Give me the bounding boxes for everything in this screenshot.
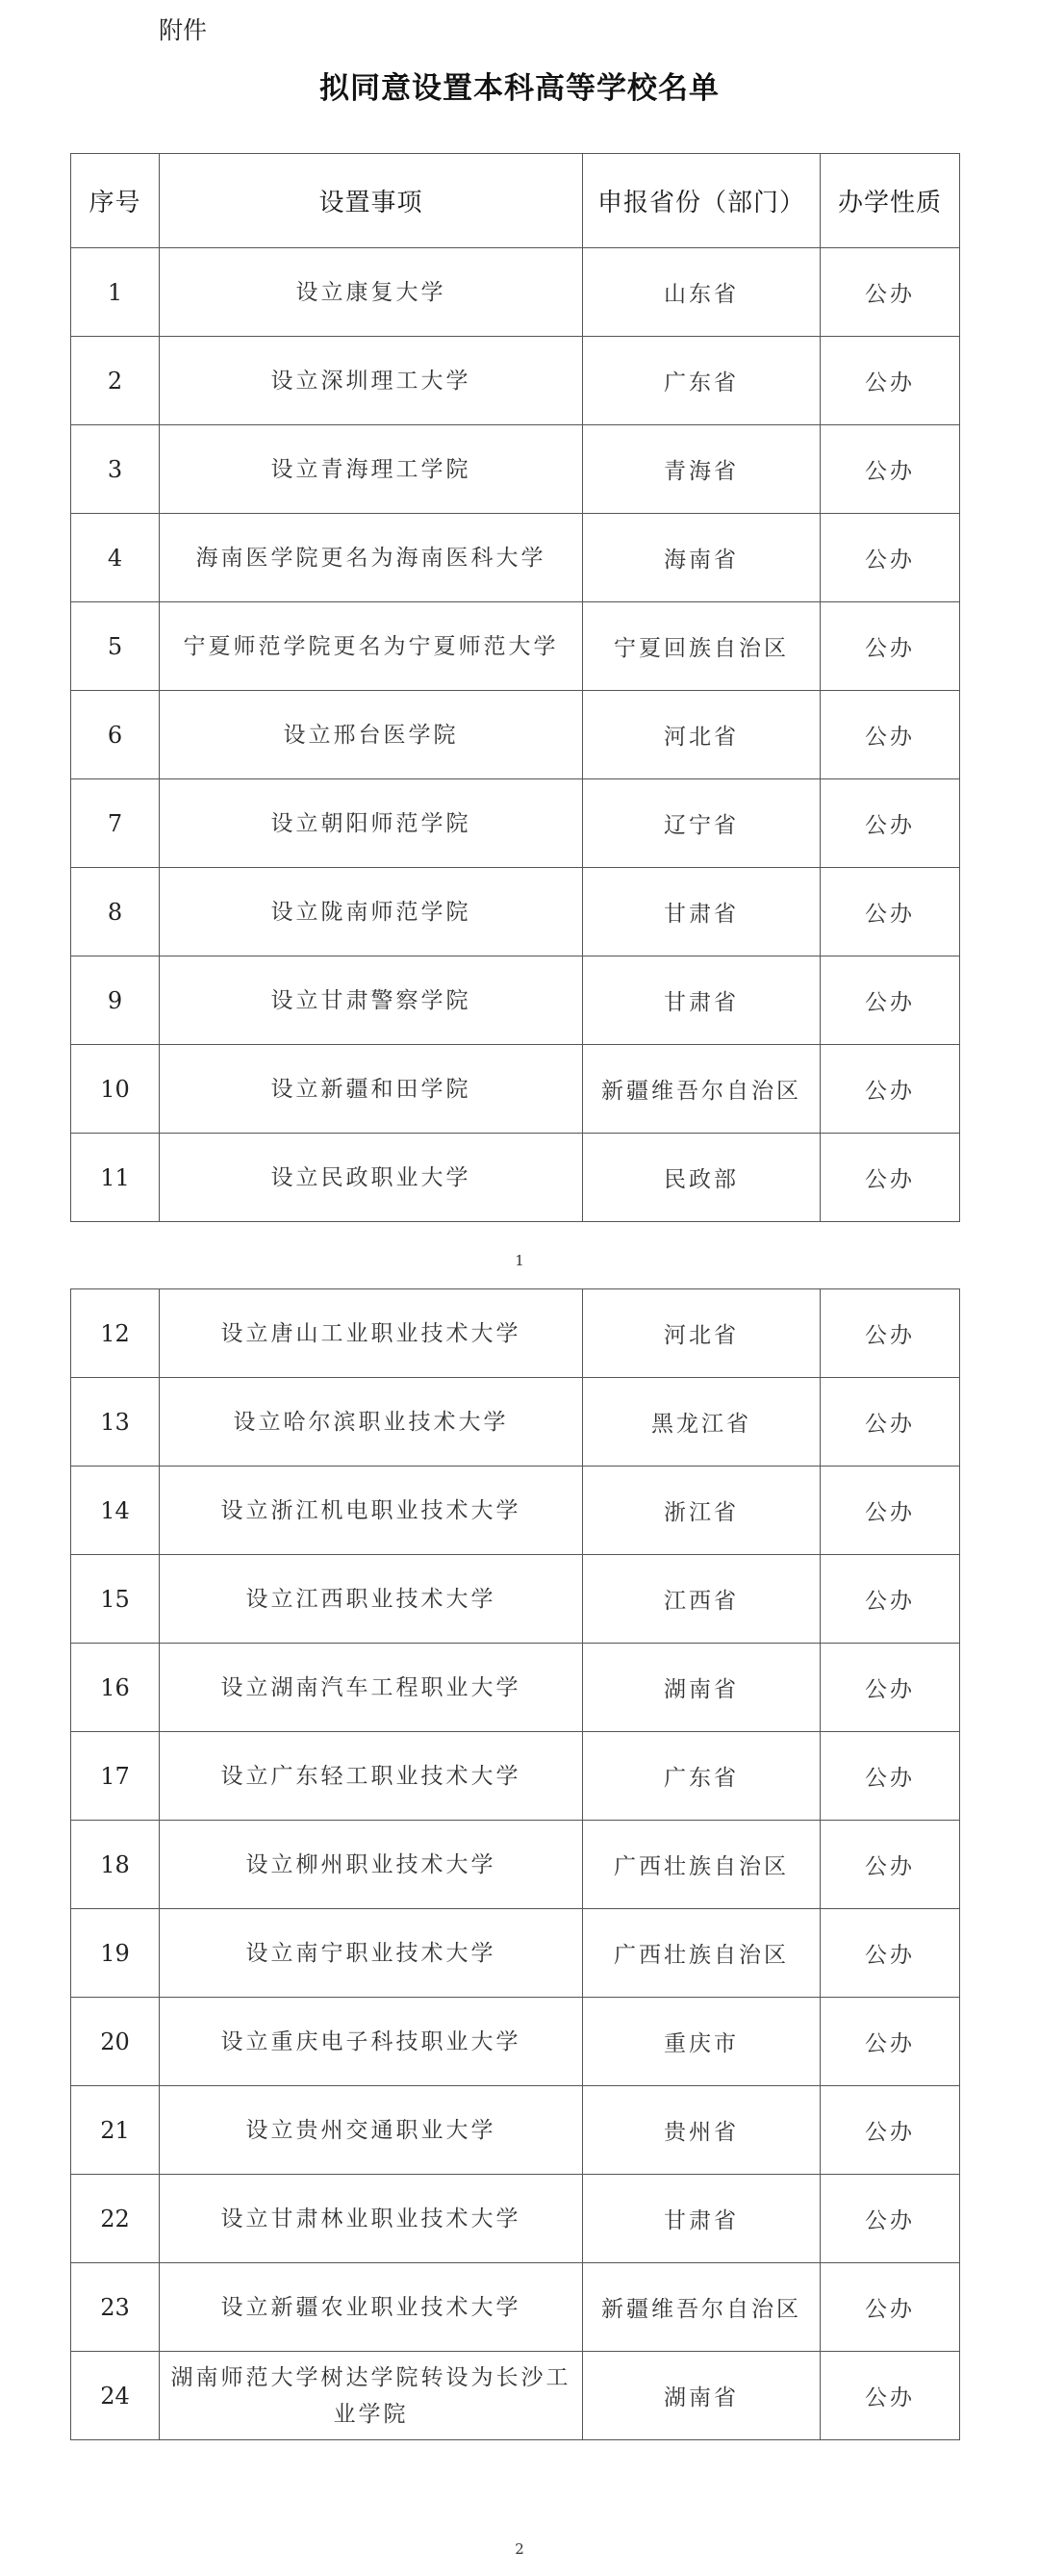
row-province: 甘肃省 — [583, 2175, 821, 2263]
row-province: 甘肃省 — [583, 868, 821, 956]
row-index: 15 — [71, 1555, 160, 1644]
header-index: 序号 — [71, 154, 160, 248]
row-province: 青海省 — [583, 425, 821, 514]
row-province: 新疆维吾尔自治区 — [583, 2263, 821, 2352]
row-nature: 公办 — [821, 1378, 960, 1467]
row-index: 7 — [71, 779, 160, 868]
row-index: 9 — [71, 956, 160, 1045]
row-matter: 设立陇南师范学院 — [160, 868, 583, 956]
table-row — [71, 2086, 960, 2175]
row-matter: 设立甘肃警察学院 — [160, 956, 583, 1045]
row-province: 黑龙江省 — [583, 1378, 821, 1467]
table-row — [71, 1909, 960, 1998]
table-row — [71, 248, 960, 337]
row-index: 13 — [71, 1378, 160, 1467]
row-matter: 设立新疆农业职业技术大学 — [160, 2263, 583, 2352]
table-row — [71, 779, 960, 868]
row-index: 14 — [71, 1467, 160, 1555]
table-row — [71, 514, 960, 602]
row-nature: 公办 — [821, 779, 960, 868]
row-matter: 设立青海理工学院 — [160, 425, 583, 514]
row-nature: 公办 — [821, 956, 960, 1045]
row-matter: 设立甘肃林业职业技术大学 — [160, 2175, 583, 2263]
table-row — [71, 1732, 960, 1821]
row-index: 17 — [71, 1732, 160, 1821]
row-matter: 设立江西职业技术大学 — [160, 1555, 583, 1644]
row-nature: 公办 — [821, 1045, 960, 1134]
row-province: 广东省 — [583, 1732, 821, 1821]
row-province: 河北省 — [583, 1289, 821, 1378]
row-province: 浙江省 — [583, 1467, 821, 1555]
table-row — [71, 1045, 960, 1134]
row-province: 山东省 — [583, 248, 821, 337]
table-row — [71, 1555, 960, 1644]
table-row — [71, 1821, 960, 1909]
row-nature: 公办 — [821, 425, 960, 514]
row-index: 10 — [71, 1045, 160, 1134]
row-matter: 设立邢台医学院 — [160, 691, 583, 779]
row-index: 22 — [71, 2175, 160, 2263]
row-nature: 公办 — [821, 514, 960, 602]
school-list-table-page-1 — [70, 153, 960, 1222]
row-index: 21 — [71, 2086, 160, 2175]
row-matter: 设立深圳理工大学 — [160, 337, 583, 425]
row-matter: 设立朝阳师范学院 — [160, 779, 583, 868]
row-matter: 海南医学院更名为海南医科大学 — [160, 514, 583, 602]
row-matter: 湖南师范大学树达学院转设为长沙工业学院 — [160, 2352, 583, 2440]
row-province: 甘肃省 — [583, 956, 821, 1045]
row-nature: 公办 — [821, 2086, 960, 2175]
row-index: 20 — [71, 1998, 160, 2086]
row-province: 江西省 — [583, 1555, 821, 1644]
row-matter: 宁夏师范学院更名为宁夏师范大学 — [160, 602, 583, 691]
row-index: 4 — [71, 514, 160, 602]
row-nature: 公办 — [821, 1732, 960, 1821]
row-matter: 设立浙江机电职业技术大学 — [160, 1467, 583, 1555]
row-index: 6 — [71, 691, 160, 779]
row-index: 11 — [71, 1134, 160, 1222]
row-index: 8 — [71, 868, 160, 956]
row-index: 12 — [71, 1289, 160, 1378]
row-province: 湖南省 — [583, 1644, 821, 1732]
table-row — [71, 425, 960, 514]
row-nature: 公办 — [821, 1821, 960, 1909]
table-row — [71, 2263, 960, 2352]
row-nature: 公办 — [821, 868, 960, 956]
row-matter: 设立哈尔滨职业技术大学 — [160, 1378, 583, 1467]
table-row — [71, 1998, 960, 2086]
table-row — [71, 2175, 960, 2263]
row-nature: 公办 — [821, 602, 960, 691]
row-province: 河北省 — [583, 691, 821, 779]
row-index: 19 — [71, 1909, 160, 1998]
row-nature: 公办 — [821, 2352, 960, 2440]
row-nature: 公办 — [821, 2263, 960, 2352]
row-index: 16 — [71, 1644, 160, 1732]
row-matter: 设立民政职业大学 — [160, 1134, 583, 1222]
row-nature: 公办 — [821, 248, 960, 337]
row-province: 广西壮族自治区 — [583, 1909, 821, 1998]
row-nature: 公办 — [821, 1998, 960, 2086]
row-matter: 设立柳州职业技术大学 — [160, 1821, 583, 1909]
row-province: 重庆市 — [583, 1998, 821, 2086]
row-index: 2 — [71, 337, 160, 425]
row-index: 1 — [71, 248, 160, 337]
table-row — [71, 1378, 960, 1467]
row-matter: 设立湖南汽车工程职业大学 — [160, 1644, 583, 1732]
row-nature: 公办 — [821, 1644, 960, 1732]
row-nature: 公办 — [821, 691, 960, 779]
row-matter: 设立重庆电子科技职业大学 — [160, 1998, 583, 2086]
row-index: 3 — [71, 425, 160, 514]
row-province: 广东省 — [583, 337, 821, 425]
table-row — [71, 1134, 960, 1222]
table-row — [71, 602, 960, 691]
row-province: 民政部 — [583, 1134, 821, 1222]
row-matter: 设立广东轻工职业技术大学 — [160, 1732, 583, 1821]
row-nature: 公办 — [821, 337, 960, 425]
row-nature: 公办 — [821, 1555, 960, 1644]
row-matter: 设立唐山工业职业技术大学 — [160, 1289, 583, 1378]
row-index: 24 — [71, 2352, 160, 2440]
row-province: 宁夏回族自治区 — [583, 602, 821, 691]
row-matter: 设立贵州交通职业大学 — [160, 2086, 583, 2175]
page-number: 1 — [515, 1252, 524, 1269]
header-province: 申报省份（部门） — [583, 154, 821, 248]
table-row — [71, 1467, 960, 1555]
row-nature: 公办 — [821, 1289, 960, 1378]
row-matter: 设立南宁职业技术大学 — [160, 1909, 583, 1998]
header-nature: 办学性质 — [821, 154, 960, 248]
document-title: 拟同意设置本科高等学校名单 — [319, 71, 720, 106]
table-header-row — [71, 154, 960, 248]
page-number: 2 — [515, 2540, 524, 2558]
attachment-label: 附件 — [159, 16, 208, 44]
row-nature: 公办 — [821, 1909, 960, 1998]
row-index: 23 — [71, 2263, 160, 2352]
row-nature: 公办 — [821, 2175, 960, 2263]
table-row — [71, 691, 960, 779]
header-matter: 设置事项 — [160, 154, 583, 248]
row-province: 海南省 — [583, 514, 821, 602]
row-province: 湖南省 — [583, 2352, 821, 2440]
row-index: 5 — [71, 602, 160, 691]
table-row — [71, 868, 960, 956]
row-province: 辽宁省 — [583, 779, 821, 868]
row-nature: 公办 — [821, 1134, 960, 1222]
row-matter: 设立康复大学 — [160, 248, 583, 337]
table-row — [71, 1644, 960, 1732]
table-row — [71, 956, 960, 1045]
table-row — [71, 337, 960, 425]
row-matter: 设立新疆和田学院 — [160, 1045, 583, 1134]
row-province: 贵州省 — [583, 2086, 821, 2175]
row-province: 新疆维吾尔自治区 — [583, 1045, 821, 1134]
table-row — [71, 2352, 960, 2440]
school-list-table-page-2 — [70, 1288, 960, 2440]
table-row — [71, 1289, 960, 1378]
row-nature: 公办 — [821, 1467, 960, 1555]
row-index: 18 — [71, 1821, 160, 1909]
row-province: 广西壮族自治区 — [583, 1821, 821, 1909]
